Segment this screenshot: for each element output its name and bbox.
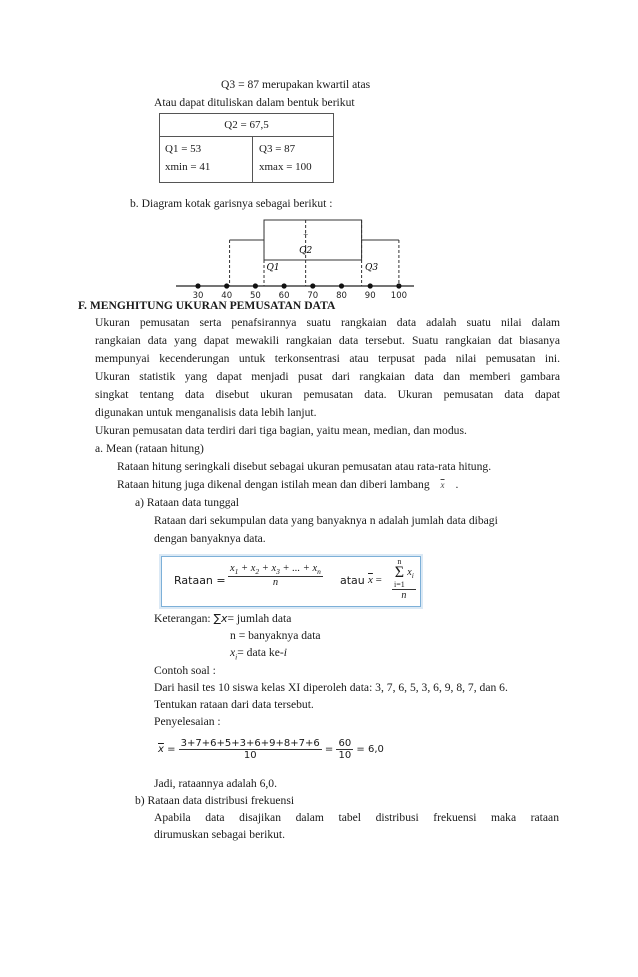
tick-label: 80 — [336, 291, 347, 301]
q2-cell: Q2 = 67,5 — [160, 114, 333, 137]
calc-den2: 10 — [338, 750, 352, 761]
xbar-equals: $\overline{x}$ = — [368, 574, 382, 586]
section-f-title: F. MENGHITUNG UKURAN PEMUSATAN DATA — [78, 299, 336, 312]
freq-dist-line-2: dirumuskan sebagai berikut. — [154, 828, 286, 841]
formula-label: Rataan = — [174, 574, 226, 587]
tick-dot — [310, 283, 315, 288]
boxplot-chart — [170, 218, 420, 304]
tick-label: 100 — [390, 291, 408, 301]
tick-label: 30 — [192, 291, 204, 301]
calc-denominator: 10 — [243, 750, 257, 761]
mean-line-2 — [117, 477, 458, 493]
mean-formula-box — [161, 556, 421, 607]
single-data-line-2: dengan banyaknya data. — [154, 532, 266, 545]
q3-value: Q3 = 87 — [259, 143, 296, 155]
contoh-soal: Contoh soal : — [154, 664, 216, 677]
keterangan-3-i: i — [283, 646, 287, 659]
mean-line-1: Rataan hitung seringkali disebut sebagai ukuran pemusatan atau rata-rata hitung. — [117, 460, 492, 473]
keterangan-label: Keterangan: — [154, 612, 211, 625]
median-marker: + — [303, 230, 309, 240]
keterangan-3-text: = data ke- — [237, 646, 284, 659]
paragraph-1-line: Ukuran pemusatan serta penafsirannya suatu rangkaian data adalah suatu nilai dalam — [95, 316, 560, 329]
tick-dot — [282, 283, 287, 288]
paragraph-2: Ukuran pemusatan data terdiri dari tiga bagian, yaitu mean, median, dan modus. — [95, 424, 467, 437]
soal-line-1: Dari hasil tes 10 siswa kelas XI diperoleh data: 3, 7, 6, 5, 3, 6, 9, 8, 7, dan 6. — [154, 681, 508, 694]
q3-line: Q3 = 87 merupakan kwartil atas — [221, 78, 371, 91]
formula-denominator: n — [272, 577, 279, 589]
left-cell — [165, 136, 248, 182]
right-cell — [252, 136, 332, 182]
freq-dist-title: b) Rataan data distribusi frekuensi — [135, 794, 295, 807]
tick-dot — [195, 283, 200, 288]
tick-label: 50 — [249, 291, 261, 301]
tick-dot — [368, 283, 373, 288]
q3-label: Q3 — [365, 263, 379, 273]
paragraph-1-line: Ukuran statistik yang dapat menjadi pusat dari rangkaian data dan memberi gambara — [95, 370, 560, 383]
xmin-value: xmin = 41 — [165, 161, 211, 173]
keterangan-2: n = banyaknya data — [230, 629, 321, 642]
sum-fraction: n Σ i=1 $x_i$ n — [394, 557, 414, 601]
alt-form-line: Atau dapat dituliskan dalam bentuk berikut — [154, 96, 355, 109]
calc-result: 6,0 — [367, 744, 384, 755]
soal-line-2: Tentukan rataan dari data tersebut. — [154, 698, 314, 711]
q1-value: Q1 = 53 — [165, 143, 202, 155]
formula-fraction: $\frac{x_1 + x_2 + x_3 + ... + x_n}{n}$ — [230, 563, 321, 589]
xmax-value: xmax = 100 — [259, 161, 312, 173]
paragraph-1-line: mempunyai kecenderungan untuk terkonsentrasi atau terpusat pada nilai pemusatan ini. — [95, 352, 560, 365]
sum-top: n — [397, 557, 402, 566]
tick-dot — [224, 283, 229, 288]
keterangan-sum: = jumlah data — [227, 612, 292, 625]
single-data-line-1: Rataan dari sekumpulan data yang banyaknya n adalah jumlah data dibagi — [154, 514, 498, 527]
keterangan-3: $x_i=$ data ke-i — [230, 646, 287, 662]
q2-label: Q2 — [299, 246, 313, 256]
box — [264, 220, 362, 260]
paragraph-1-line: singkat tentang data disebut ukuran pemusatan data. Ukuran pemusatan data dapat — [95, 388, 560, 401]
paragraph-1-last: digunakan untuk menganalisis data lebih lanjut. — [95, 406, 317, 419]
single-data-title: a) Rataan data tunggal — [135, 496, 239, 509]
tick-label: 70 — [307, 291, 319, 301]
tick-label: 90 — [364, 291, 376, 301]
item-b-diagram: b. Diagram kotak garisnya sebagai berikut : — [130, 197, 333, 210]
penyelesaian: Penyelesaian : — [154, 715, 221, 728]
keterangan-1: Keterangan: ∑x= jumlah data — [154, 612, 292, 625]
freq-dist-line-1: Apabila data disajikan dalam tabel distribusi frekuensi maka rataan — [154, 811, 559, 824]
calculation: $\overline{x}$ = $\frac{3+7+6+5+3+6+9+8+7+6}{10}$ = $\frac{60}{10}$ = 6,0 — [158, 738, 384, 761]
tick-label: 60 — [278, 291, 290, 301]
sum-bottom: i=1 — [394, 580, 405, 589]
q1-label: Q1 — [266, 263, 280, 273]
jadi-line: Jadi, rataannya adalah 6,0. — [154, 777, 277, 790]
tick-label: 40 — [221, 291, 233, 301]
mean-line-2-text: Rataan hitung juga dikenal dengan istilah mean dan diberi lambang — [117, 478, 430, 491]
calc-numerator: 3+7+6+5+3+6+9+8+7+6 — [180, 738, 320, 749]
mean-line-2-end: . — [455, 478, 459, 491]
calc-num2: 60 — [338, 738, 352, 749]
tick-dot — [339, 283, 344, 288]
tick-dot — [253, 283, 258, 288]
xbar-symbol: $\overline{x}$ — [440, 480, 445, 490]
paragraph-1-line: rangkaian data yang dapat mewakili rangkaian data tersebut. Suatu rangkaian dat biasanya — [95, 334, 560, 347]
formula-or: atau — [340, 574, 365, 587]
mean-title: a. Mean (rataan hitung) — [95, 442, 204, 455]
quartile-table — [159, 113, 334, 183]
